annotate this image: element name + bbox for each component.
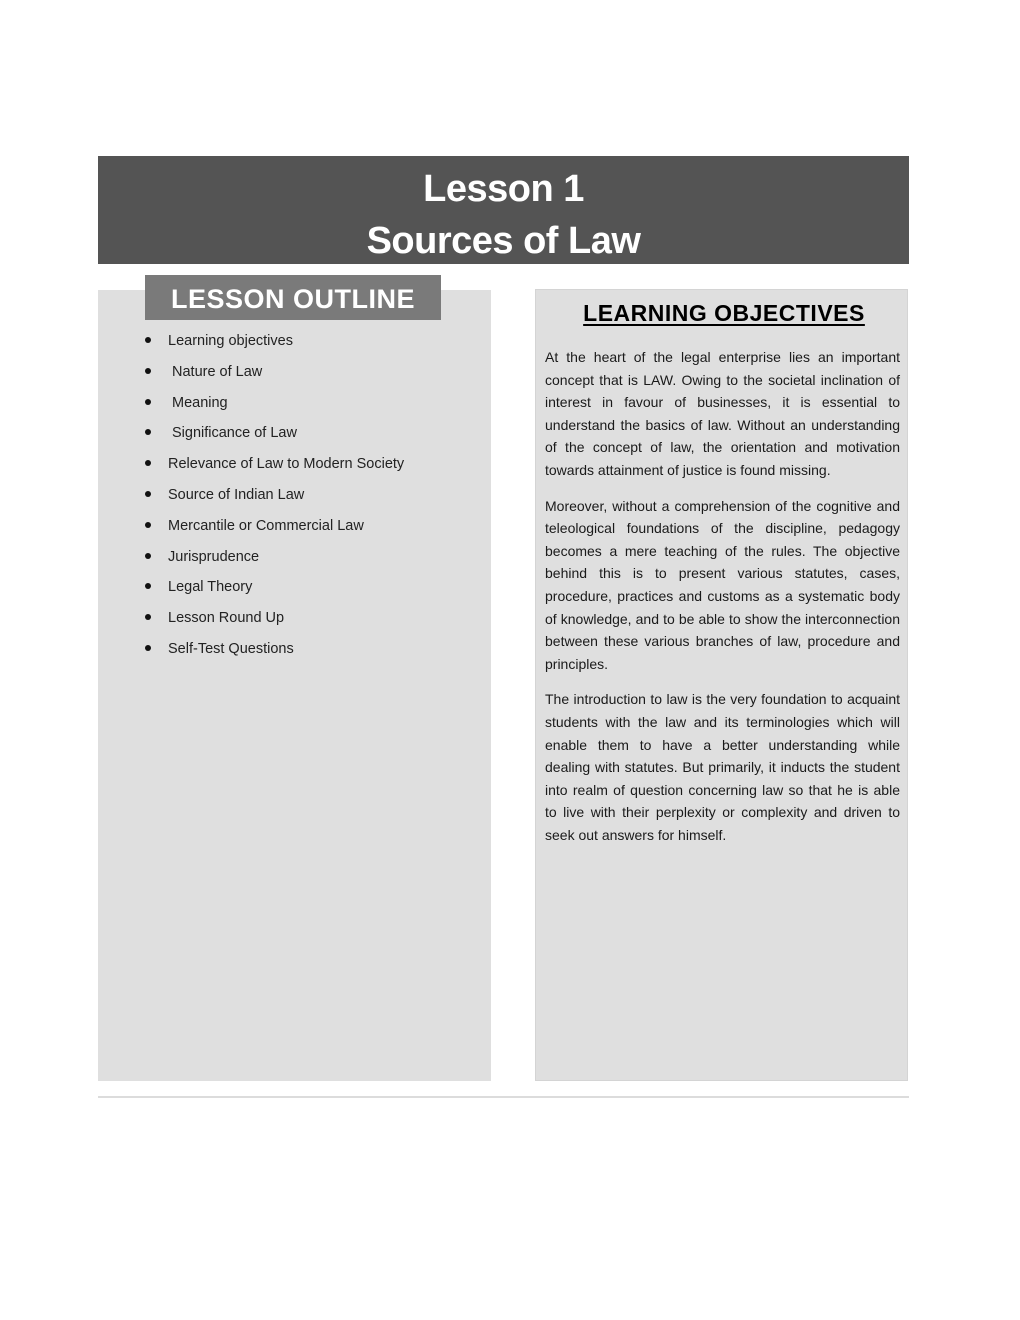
lesson-number: Lesson 1 — [423, 168, 584, 210]
outline-item-label: Legal Theory — [168, 579, 253, 596]
lesson-title: Sources of Law — [366, 220, 641, 262]
outline-item-label: Relevance of Law to Modern Society — [168, 456, 405, 473]
objectives-paragraph: Moreover, without a comprehension of the cognitive and teleological foundations of the discipline, pedagogy becomes a mere teaching of the rules. The objective behind this is to present various statutes, cases, procedure, practices and customs as a systematic body of knowledge, and to be able to show the interconnection between these various branches of law, procedure and principles. — [545, 497, 900, 672]
outline-item-label: Source of Indian Law — [168, 486, 305, 503]
outline-item-label: Self-Test Questions — [168, 640, 294, 657]
bullet-icon — [145, 645, 151, 651]
bullet-icon — [145, 399, 151, 405]
objectives-paragraph: At the heart of the legal enterprise lies an important concept that is LAW. Owing to the societal inclination of interest in favour of businesses, it is essential to understand the basics of law. Without an understanding of the concept of law, the orientation and motivation towards attainment of justice is found missing. — [545, 349, 900, 478]
outline-item-label: Mercantile or Commercial Law — [168, 517, 364, 534]
bullet-icon — [145, 368, 151, 374]
bullet-icon — [145, 491, 151, 497]
outline-item-label: Lesson Round Up — [168, 610, 285, 627]
bullet-icon — [145, 337, 151, 343]
outline-item-label: Jurisprudence — [168, 548, 260, 565]
objectives-paragraph: The introduction to law is the very foundation to acquaint students with the law and its terminologies which will enable them to have a better understanding while dealing with statutes. But primarily, it inducts the student into realm of question concerning law so that he is able to live with their perplexity or complexity and driven to seek out answers for himself. — [545, 691, 900, 843]
lesson-title-banner — [98, 156, 909, 264]
bullet-icon — [145, 522, 151, 528]
learning-objectives-heading: LEARNING OBJECTIVES — [583, 300, 865, 326]
outline-item-label: Learning objectives — [168, 333, 293, 349]
footer-divider — [98, 1096, 909, 1098]
outline-item-label: Nature of Law — [172, 363, 263, 380]
outline-item-label: Meaning — [172, 394, 228, 411]
learning-objectives-body — [545, 346, 900, 859]
outline-item-label: Significance of Law — [172, 425, 297, 442]
lesson-outline-panel — [98, 290, 491, 1081]
bullet-icon — [145, 553, 151, 559]
lesson-outline-heading: LESSON OUTLINE — [145, 275, 441, 320]
